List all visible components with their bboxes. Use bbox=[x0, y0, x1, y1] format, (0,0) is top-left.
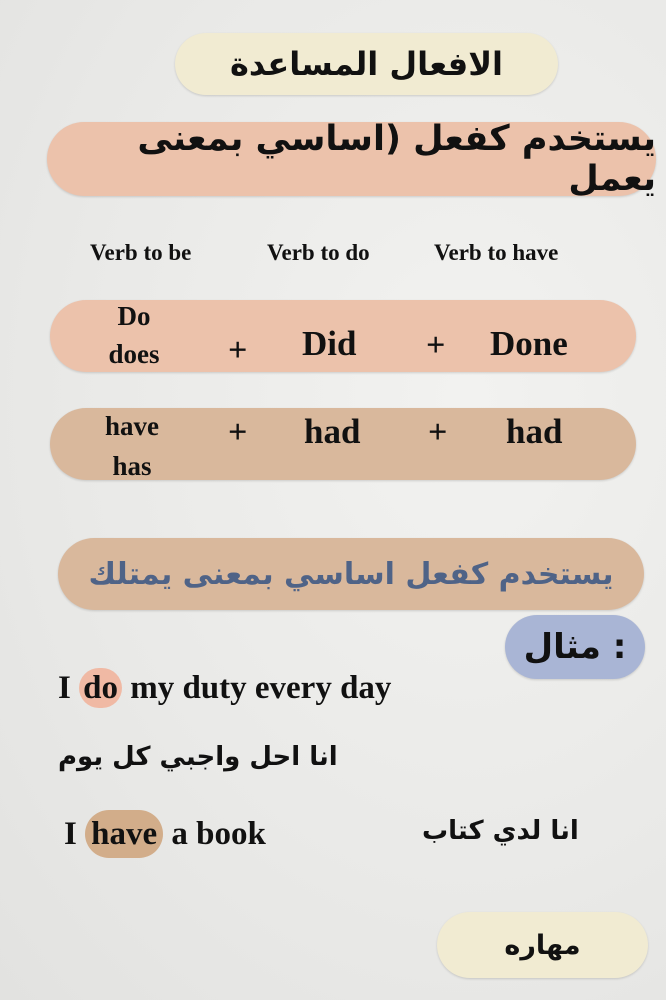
have-participle: had bbox=[506, 412, 563, 451]
skill-badge: مهاره bbox=[437, 912, 648, 978]
usage-own-banner: يستخدم كفعل اساسي بمعنى يمتلك bbox=[58, 538, 644, 610]
plus-sign: + bbox=[228, 332, 248, 369]
have-base-bottom: has bbox=[112, 451, 152, 481]
page-title: الافعال المساعدة bbox=[175, 33, 558, 95]
usage-work-banner: يستخدم كفعل (اساسي بمعنى يعمل bbox=[47, 122, 656, 196]
translation-have: انا لدي كتاب bbox=[422, 816, 579, 846]
verb-header-do: Verb to do bbox=[267, 240, 370, 265]
verb-header-have: Verb to have bbox=[434, 240, 559, 265]
sentence-start: I bbox=[64, 816, 86, 852]
example-label: مثال : bbox=[505, 615, 645, 679]
do-participle: Done bbox=[490, 324, 568, 363]
plus-sign: + bbox=[426, 327, 446, 364]
sentence-rest: a book bbox=[163, 816, 266, 852]
do-base-forms bbox=[98, 297, 170, 373]
do-base-bottom: does bbox=[108, 339, 160, 369]
sentence-start: I bbox=[58, 670, 80, 706]
plus-sign: + bbox=[428, 414, 448, 451]
plus-sign: + bbox=[228, 414, 248, 451]
translation-do: انا احل واجبي كل يوم bbox=[58, 742, 338, 772]
highlight-do: do bbox=[79, 668, 122, 708]
sentence-rest: my duty every day bbox=[121, 670, 392, 706]
example-sentence-have bbox=[64, 816, 266, 853]
do-base-top: Do bbox=[117, 301, 151, 331]
highlight-have: have bbox=[85, 810, 163, 858]
do-past: Did bbox=[302, 324, 357, 363]
verb-header-be: Verb to be bbox=[90, 240, 192, 265]
have-base-forms bbox=[94, 406, 170, 486]
do-forms-row bbox=[50, 300, 636, 372]
have-base-top: have bbox=[105, 411, 159, 441]
example-sentence-do bbox=[58, 670, 391, 707]
have-forms-row bbox=[50, 408, 636, 480]
have-past: had bbox=[304, 412, 361, 451]
